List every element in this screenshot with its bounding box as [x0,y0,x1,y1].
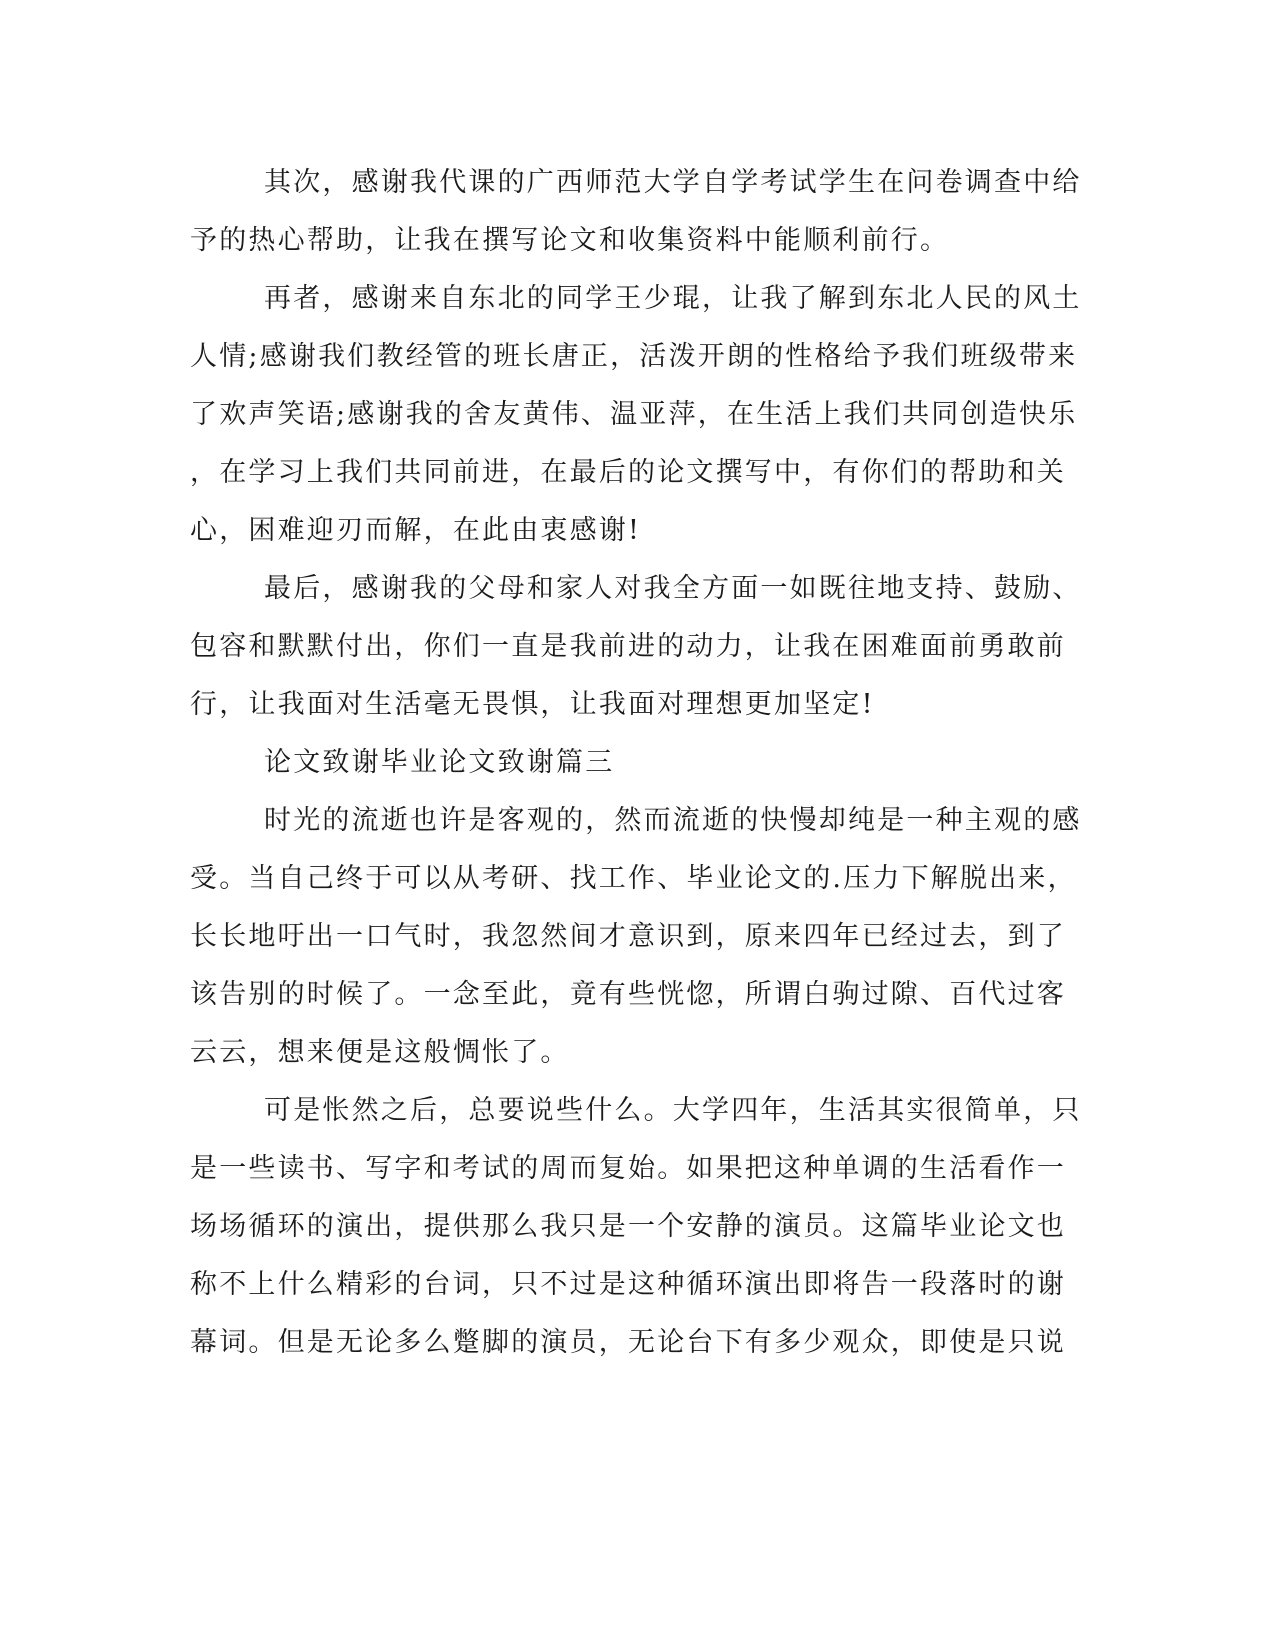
text-line: 包容和默默付出，你们一直是我前进的动力，让我在困难面前勇敢前 [190,631,1066,662]
text-line: 人情;感谢我们教经管的班长唐正，活泼开朗的性格给予我们班级带来 [190,341,1078,372]
text-line: 行，让我面对生活毫无畏惧，让我面对理想更加坚定! [190,689,875,720]
text-line: 时光的流逝也许是客观的，然而流逝的快慢却纯是一种主观的感 [264,805,1082,836]
text-line: 了欢声笑语;感谢我的舍友黄伟、温亚萍，在生活上我们共同创造快乐 [190,399,1078,430]
text-line: 心，困难迎刃而解，在此由衷感谢! [190,515,642,546]
section-heading: 论文致谢毕业论文致谢篇三 [264,747,615,778]
text-line: 其次，感谢我代课的广西师范大学自学考试学生在问卷调查中给 [264,167,1082,198]
text-line: 再者，感谢来自东北的同学王少琨，让我了解到东北人民的风土 [264,283,1082,314]
text-line: 可是怅然之后，总要说些什么。大学四年，生活其实很简单，只 [264,1095,1082,1126]
text-line: ，在学习上我们共同前进，在最后的论文撰写中，有你们的帮助和关 [190,457,1066,488]
text-line: 该告别的时候了。一念至此，竟有些恍惚，所谓白驹过隙、百代过客 [190,979,1066,1010]
text-line: 称不上什么精彩的台词，只不过是这种循环演出即将告一段落时的谢 [190,1269,1066,1300]
text-line: 幕词。但是无论多么蹩脚的演员，无论台下有多少观众，即使是只说 [190,1327,1066,1358]
text-line: 长长地吁出一口气时，我忽然间才意识到，原来四年已经过去，到了 [190,921,1066,952]
text-line: 受。当自己终于可以从考研、找工作、毕业论文的.压力下解脱出来， [190,863,1077,894]
text-line: 场场循环的演出，提供那么我只是一个安静的演员。这篇毕业论文也 [190,1211,1066,1242]
text-line: 云云，想来便是这般惆怅了。 [190,1037,570,1068]
text-line: 予的热心帮助，让我在撰写论文和收集资料中能顺利前行。 [190,225,950,256]
text-line: 是一些读书、写字和考试的周而复始。如果把这种单调的生活看作一 [190,1153,1066,1184]
text-line: 最后，感谢我的父母和家人对我全方面一如既往地支持、鼓励、 [264,573,1082,604]
